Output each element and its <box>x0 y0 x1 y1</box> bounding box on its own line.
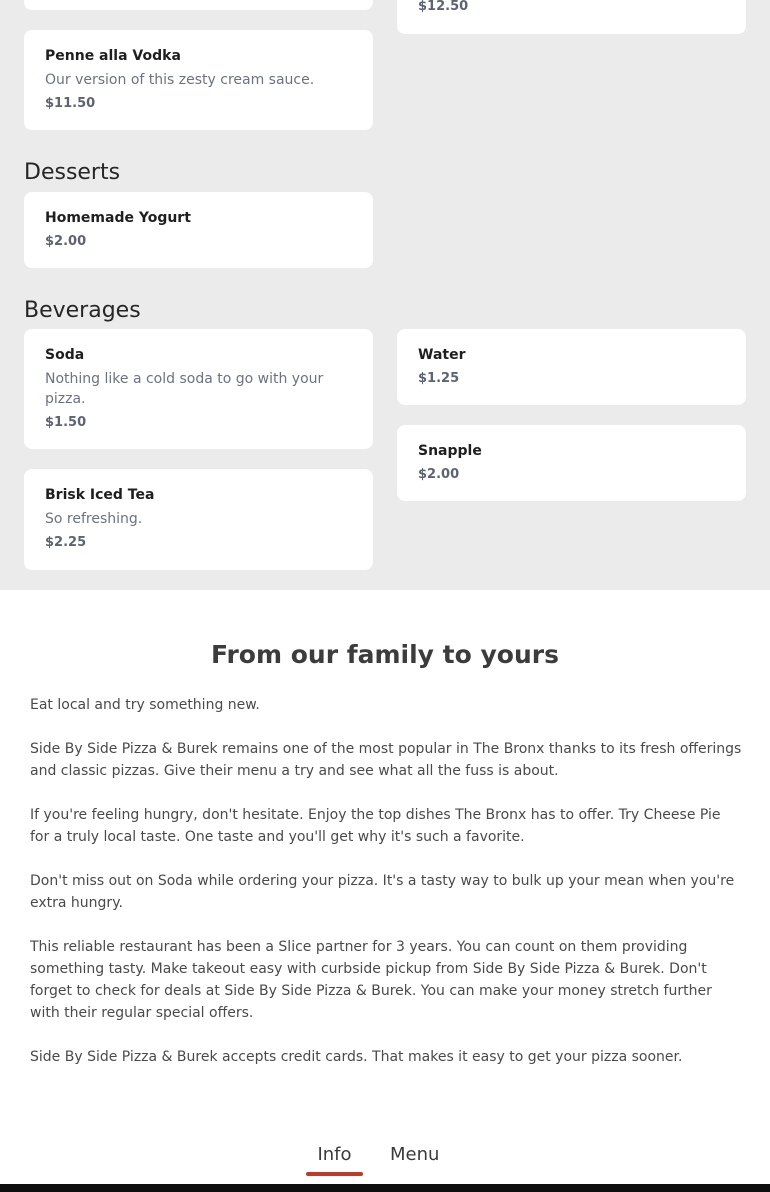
item-name: Penne alla Vodka <box>45 48 181 64</box>
bottom-bar <box>0 1184 770 1192</box>
about-section <box>0 590 770 1110</box>
item-price: $2.25 <box>45 535 87 550</box>
menu-item-card[interactable] <box>24 329 373 449</box>
about-paragraph: Side By Side Pizza & Burek remains one of the most popular in The Bronx thanks to its fresh offerings and classic pizzas. Give their menu a try and see what all the fuss is about. <box>30 741 742 779</box>
about-paragraph: If you're feeling hungry, don't hesitate. Enjoy the top dishes The Bronx has to offer. Try Cheese Pie for a truly local taste. One taste and you'll get why it's such a favorite. <box>30 807 721 845</box>
item-price: $1.50 <box>45 415 87 430</box>
item-name: Brisk Iced Tea <box>45 487 155 503</box>
about-paragraph: Eat local and try something new. <box>30 697 260 713</box>
menu-item-card[interactable] <box>24 469 373 570</box>
menu-item-card[interactable] <box>397 0 746 34</box>
item-price: $12.50 <box>418 0 469 14</box>
about-paragraph: This reliable restaurant has been a Slice partner for 3 years. You can count on them providing something tasty. Make takeout easy with curbside pickup from Side By Side Pizza & Burek. Don't forget to check for deals at Side By Side Pizza & Burek. You can make your money stretch further with their regular special offers. <box>30 939 712 1021</box>
item-price: $2.00 <box>418 467 460 482</box>
menu-item-card[interactable] <box>397 425 746 501</box>
about-title: From our family to yours <box>211 640 559 669</box>
active-tab-indicator <box>306 1172 363 1176</box>
item-name: Soda <box>45 347 85 363</box>
menu-section <box>0 0 770 590</box>
item-price: $2.00 <box>45 234 87 249</box>
menu-item-card[interactable] <box>24 30 373 130</box>
item-price: $1.25 <box>418 371 460 386</box>
about-paragraph: Side By Side Pizza & Burek accepts credit cards. That makes it easy to get your pizza sooner. <box>30 1049 683 1065</box>
menu-item-card[interactable] <box>24 192 373 268</box>
tab-info-label: Info <box>317 1144 352 1165</box>
item-name: Snapple <box>418 443 482 459</box>
about-paragraph: Don't miss out on Soda while ordering your pizza. It's a tasty way to bulk up your mean when you're extra hungry. <box>30 873 735 911</box>
item-name: Water <box>418 347 466 363</box>
bottom-tab-bar <box>0 1134 770 1184</box>
tab-menu[interactable] <box>390 1144 439 1166</box>
section-title-desserts: Desserts <box>24 160 121 185</box>
item-description: So refreshing. <box>45 511 143 527</box>
item-description: Our version of this zesty cream sauce. <box>45 72 315 88</box>
item-description: Nothing like a cold soda to go with your pizza. <box>45 371 324 407</box>
tab-menu-label: Menu <box>390 1144 440 1165</box>
section-title-beverages: Beverages <box>24 298 141 323</box>
item-price: $11.50 <box>45 96 96 111</box>
menu-item-card[interactable] <box>24 0 373 10</box>
item-name: Homemade Yogurt <box>45 210 191 226</box>
menu-item-card[interactable] <box>397 329 746 405</box>
tab-info[interactable] <box>306 1144 363 1166</box>
about-text <box>30 694 742 1090</box>
